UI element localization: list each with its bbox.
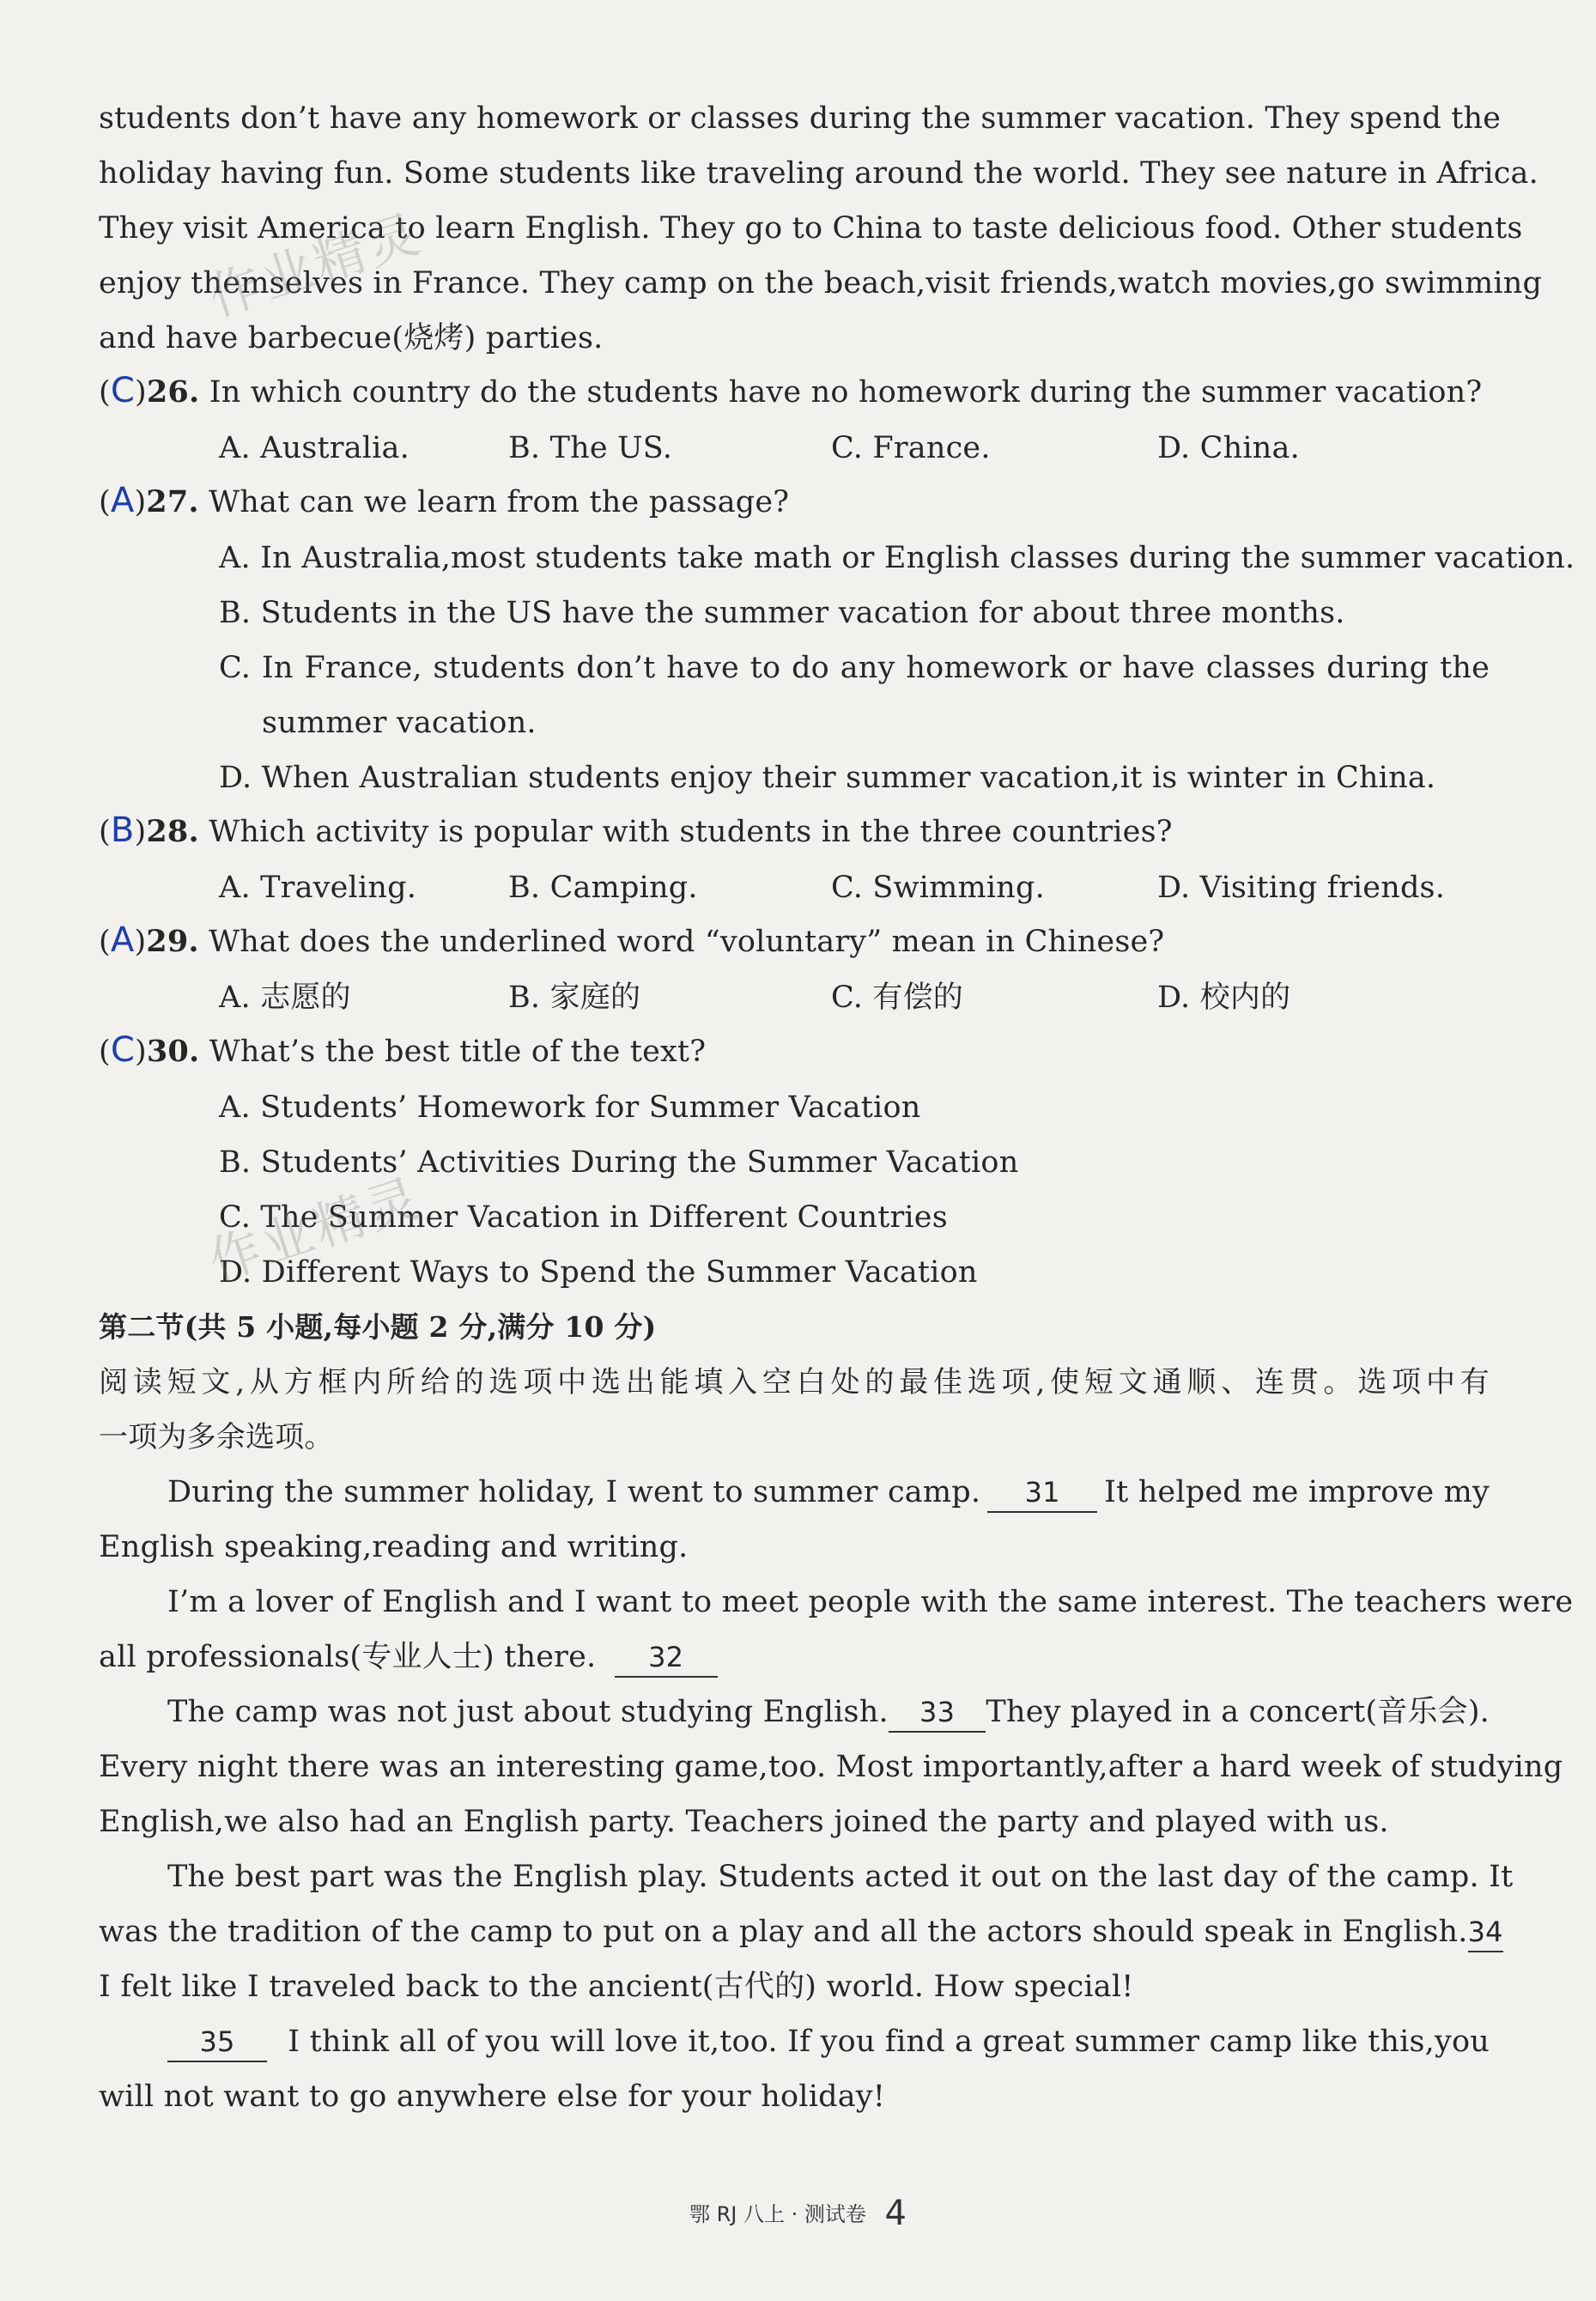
option-d: D. When Australian students enjoy their summer vacation,it is winter in China. (219, 761, 1436, 795)
question-28: (B)28. Which activity is popular with students in the three countries? (99, 811, 1173, 850)
answer-mark: A (110, 920, 135, 960)
blank-31[interactable]: 31 (987, 1473, 1097, 1513)
question-30: (C)30. What’s the best title of the text? (99, 1030, 707, 1070)
passage-line: holiday having fun. Some students like traveling around the world. They see nature in Africa. (99, 156, 1538, 191)
paragraph-line: will not want to go anywhere else for your holiday! (99, 2079, 885, 2114)
text-segment: all professionals(专业人士) there. (99, 1640, 597, 1674)
section-title: 第二节(共 5 小题,每小题 2 分,满分 10 分) (99, 1310, 657, 1344)
option-d: D. Visiting friends. (1157, 871, 1446, 905)
answer-mark: C (110, 1030, 135, 1070)
option-b: B. 家庭的 (508, 981, 641, 1015)
option-d: D. China. (1157, 431, 1300, 465)
text-segment: They played in a concert(音乐会). (986, 1695, 1490, 1729)
question-26: (C)26. In which country do the students have no homework during the summer vacation? (99, 371, 1483, 410)
text-segment: I think all of you will love it,too. If you find a great summer camp like this,you (288, 2025, 1490, 2059)
passage-line: and have barbecue(烧烤) parties. (99, 321, 604, 355)
question-text: In which country do the students have no homework during the summer vacation? (209, 375, 1483, 410)
paragraph-line: Every night there was an interesting game,too. Most importantly,after a hard week of studying (99, 1750, 1563, 1784)
blank-33[interactable]: 33 (889, 1693, 986, 1733)
option-c: C. The Summer Vacation in Different Countries (219, 1200, 948, 1235)
paragraph-line: The best part was the English play. Students acted it out on the last day of the camp. It (167, 1860, 1514, 1894)
question-number: 29. (146, 924, 199, 959)
option-d: D. 校内的 (1157, 981, 1291, 1015)
section-instruction: 阅读短文,从方框内所给的选项中选出能填入空白处的最佳选项,使短文通顺、连贯。选项中有 (99, 1365, 1490, 1399)
option-c: C. In France, students don’t have to do any homework or have classes during the (219, 651, 1490, 685)
text-segment: During the summer holiday, I went to summer camp. (167, 1475, 981, 1509)
text-segment: It helped me improve my (1104, 1475, 1490, 1509)
paragraph-line (99, 1913, 1503, 1952)
answer-mark: A (110, 481, 135, 520)
text-segment: was the tradition of the camp to put on a play and all the actors should speak in English. (99, 1915, 1468, 1949)
paragraph-line: English,we also had an English party. Teachers joined the party and played with us. (99, 1805, 1389, 1839)
watermark: 作业精灵 (201, 203, 430, 329)
option-a: A. In Australia,most students take math or English classes during the summer vacation. (219, 541, 1575, 575)
option-b: B. Students’ Activities During the Summer Vacation (219, 1145, 1019, 1180)
option-b: B. Camping. (508, 871, 698, 905)
option-d: D. Different Ways to Spend the Summer Vacation (219, 1255, 978, 1290)
question-number: 26. (146, 374, 200, 410)
section-instruction: 一项为多余选项。 (99, 1420, 334, 1454)
blank-32[interactable]: 32 (615, 1638, 718, 1678)
paragraph-line: I’m a lover of English and I want to meet people with the same interest. The teachers were (167, 1585, 1574, 1619)
option-a: A. Students’ Homework for Summer Vacation (219, 1090, 921, 1125)
option-c: C. France. (831, 431, 991, 465)
page-footer (0, 2194, 1596, 2233)
question-number: 27. (146, 484, 199, 519)
option-c: C. Swimming. (831, 871, 1045, 905)
option-b: B. The US. (508, 431, 673, 465)
passage-line: They visit America to learn English. They go to China to taste delicious food. Other students (99, 211, 1523, 246)
question-text: Which activity is popular with students in the three countries? (209, 815, 1173, 849)
footer-label: 鄂 RJ 八上 · 测试卷 (689, 2202, 866, 2226)
option-a: A. 志愿的 (219, 981, 351, 1015)
watermark: 作业精灵 (201, 1167, 430, 1293)
paragraph-line (167, 1693, 1490, 1733)
question-number: 30. (146, 1034, 200, 1069)
question-number: 28. (146, 814, 199, 849)
option-c: C. 有偿的 (831, 981, 963, 1015)
question-text: What can we learn from the passage? (209, 485, 790, 519)
paragraph-line (99, 1638, 718, 1678)
option-c-continued: summer vacation. (262, 706, 537, 740)
answer-mark: B (110, 811, 135, 850)
paragraph-line: English speaking,reading and writing. (99, 1530, 689, 1564)
question-27: (A)27. What can we learn from the passage? (99, 481, 790, 520)
question-text: What’s the best title of the text? (209, 1035, 707, 1069)
blank-35[interactable]: 35 (167, 2023, 267, 2062)
question-29: (A)29. What does the underlined word “voluntary” mean in Chinese? (99, 920, 1165, 960)
option-a: A. Traveling. (219, 871, 417, 905)
passage-line: enjoy themselves in France. They camp on the beach,visit friends,watch movies,go swimming (99, 266, 1543, 301)
option-a: A. Australia. (219, 431, 410, 465)
option-b: B. Students in the US have the summer vacation for about three months. (219, 596, 1345, 630)
paragraph-line (167, 1473, 1490, 1513)
page-number: 4 (884, 2194, 907, 2233)
paragraph-line: I felt like I traveled back to the ancient(古代的) world. How special! (99, 1970, 1134, 2004)
passage-line: students don’t have any homework or classes during the summer vacation. They spend the (99, 101, 1502, 136)
answer-mark: C (110, 371, 135, 410)
paragraph-line (167, 2023, 1490, 2062)
blank-34[interactable]: 34 (1468, 1913, 1503, 1952)
text-segment: The camp was not just about studying English. (167, 1695, 889, 1729)
question-text: What does the underlined word “voluntary” mean in Chinese? (209, 925, 1165, 959)
